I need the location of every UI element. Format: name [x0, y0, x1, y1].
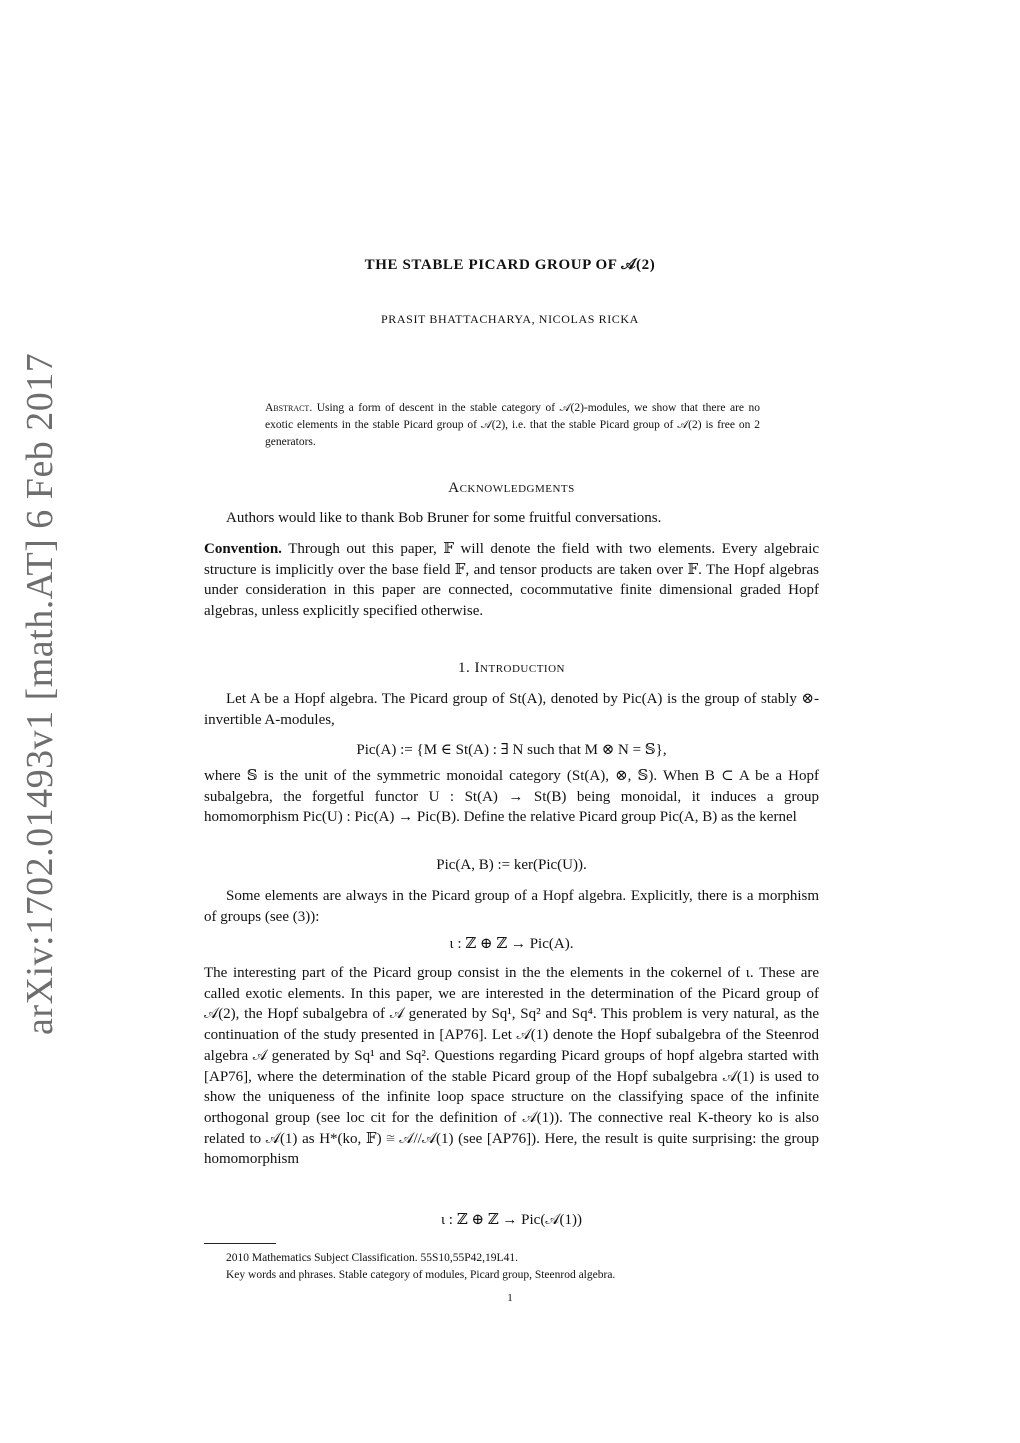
convention-line: otherwise.: [421, 603, 484, 620]
text-line: H*(ko, 𝔽) ≅ 𝒜//𝒜(1) (see [AP76]). Here, the result is quite surprising: the group: [319, 1130, 819, 1147]
abstract-line: i.e. that the stable Picard group of 𝒜(2) is free on 2 generators.: [265, 419, 761, 448]
text-line: Some elements are always in the Picard group of a Hopf algebra. Explicitly,: [226, 888, 693, 904]
page-number: 1: [507, 1292, 513, 1304]
arxiv-identifier: arXiv:1702.01493v1 [math.AT] 6 Feb 2017: [19, 352, 61, 1035]
acknowledgments-heading: Acknowledgments: [448, 480, 575, 496]
text-line: the Hopf subalgebra 𝒜(1) is used to show the uniqueness of the infinite loop space: [204, 1068, 819, 1106]
text-line: homomorphism: [204, 1151, 300, 1168]
abstract: [265, 400, 760, 451]
equation-relative-picard: Pic(A, B) := ker(Pic(U)).: [436, 857, 587, 873]
text-line: by Sq¹, Sq² and Sq⁴. This problem is very natural, as the continuation of the: [204, 1006, 820, 1044]
text-line: structure on the classifying space of the infinite orthogonal group (see loc cit for: [204, 1089, 820, 1126]
text-line: Picard group Pic(A, B) as the kernel: [578, 809, 797, 826]
equation-iota-a1: ι : ℤ ⊕ ℤ → Pic(𝒜(1)): [440, 1212, 582, 1228]
text-line: the definition of 𝒜(1)). The connective real K-theory ko is also related to 𝒜(1) as: [204, 1109, 819, 1147]
text-line: group of stably ⊗-invertible A-modules,: [204, 691, 819, 728]
text-line: where 𝕊 is the unit of the symmetric monoidal category (St(A), ⊗, 𝕊). When B ⊂ A: [204, 768, 749, 784]
intro-paragraph-1: [204, 689, 819, 730]
equation-pic-definition: Pic(A) := {M ∈ St(A) : ∃ N such that M ⊗ N = 𝕊},: [356, 742, 667, 758]
text-line: there is a morphism of groups (see (3)):: [204, 888, 819, 925]
text-line: The interesting part of the Picard group consist in the the elements in the cokernel: [204, 965, 723, 981]
intro-paragraph-2: [204, 766, 819, 828]
text-line: of ι. These are called exotic elements. In this paper, we are interested in the: [204, 965, 820, 1002]
footnote-rule: [204, 1243, 276, 1244]
text-line: Let A be a Hopf algebra. The Picard group of St(A), denoted by Pic(A) is the: [226, 691, 700, 707]
convention-line: taken over 𝔽. The Hopf algebras under consideration in this paper are connected,: [204, 561, 820, 599]
paper-authors: PRASIT BHATTACHARYA, NICOLAS RICKA: [381, 312, 639, 326]
equation-iota: ι : ℤ ⊕ ℤ → Pic(A).: [449, 936, 574, 952]
paper-title: THE STABLE PICARD GROUP OF 𝒜(2): [364, 257, 656, 273]
convention-line: Every algebraic structure is implicitly over the base field 𝔽, and tensor products are: [204, 541, 820, 578]
abstract-line: Using a form of descent in the stable category of 𝒜(2)-modules,: [316, 402, 630, 414]
text-line: study presented in [AP76]. Let 𝒜(1) denote the Hopf subalgebra of the Steenrod: [323, 1027, 820, 1044]
text-line: algebra 𝒜 generated by Sq¹ and Sq². Questions regarding Picard groups of hopf: [204, 1047, 695, 1064]
convention-label: Convention.: [204, 541, 282, 557]
abstract-line: we show that there are no exotic elements in the stable Picard group of 𝒜(2),: [265, 402, 760, 431]
convention-paragraph: [204, 539, 819, 622]
intro-paragraph-3: [204, 886, 819, 927]
intro-paragraph-4: [204, 963, 819, 1170]
text-line: algebra started with [AP76], where the determination of the stable Picard group of: [204, 1047, 820, 1085]
footnote-msc: 2010 Mathematics Subject Classification. 55S10,55P42,19L41.: [226, 1252, 518, 1264]
section-heading: 1. Introduction: [458, 660, 565, 676]
convention-line: cocommutative finite dimensional graded Hopf algebras, unless explicitly specified: [204, 582, 819, 620]
text-line: it induces a group homomorphism Pic(U) : Pic(A) → Pic(B). Define the relative: [204, 788, 820, 826]
text-line: be a Hopf subalgebra, the forgetful functor U : St(A) → St(B) being monoidal,: [204, 768, 820, 805]
abstract-label: Abstract.: [265, 402, 313, 414]
text-line: determination of the Picard group of 𝒜(2), the Hopf subalgebra of 𝒜 generated: [204, 985, 819, 1023]
footnote-keywords: Key words and phrases. Stable category of modules, Picard group, Steenrod algebra.: [226, 1269, 616, 1281]
acknowledgments-text: Authors would like to thank Bob Bruner for some fruitful conversations.: [226, 510, 662, 526]
convention-line: Through out this paper, 𝔽 will denote the field with two elements.: [288, 541, 716, 557]
